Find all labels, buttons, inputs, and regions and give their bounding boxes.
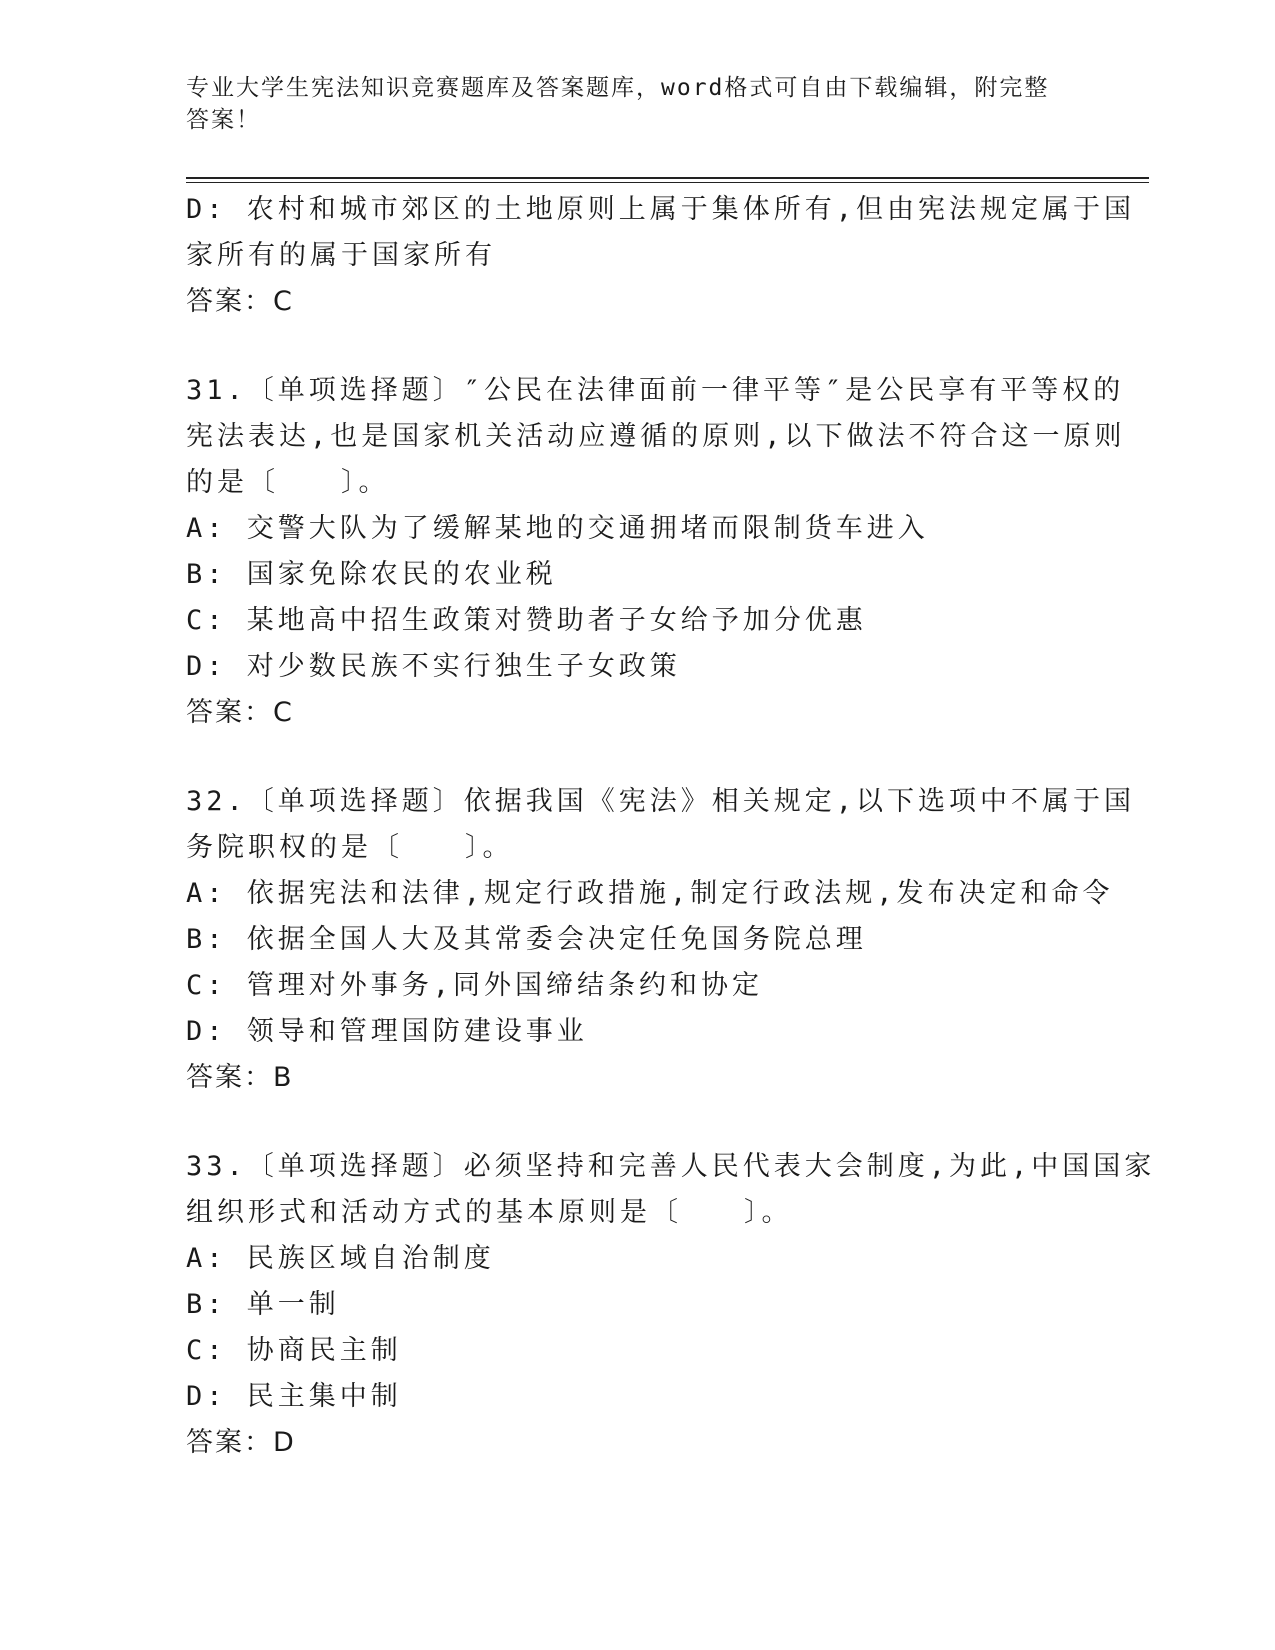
option-d: D: 领导和管理国防建设事业 xyxy=(186,1016,588,1047)
option-a: A: 依据宪法和法律,规定行政措施,制定行政法规,发布决定和命令 xyxy=(186,878,1114,909)
question-block-prev xyxy=(186,187,1136,325)
option-d: D: 对少数民族不实行独生子女政策 xyxy=(186,651,681,682)
option-d-line2: 家所有的属于国家所有 xyxy=(186,240,496,271)
question-stem-line2: 组织形式和活动方式的基本原则是〔 〕。 xyxy=(186,1197,793,1228)
document-header: 专业大学生宪法知识竞赛题库及答案题库，word格式可自由下载编辑，附完整答案！ xyxy=(186,75,1050,133)
question-stem-line1: 33.〔单项选择题〕必须坚持和完善人民代表大会制度,为此,中国国家 xyxy=(186,1151,1156,1182)
question-block-31 xyxy=(186,368,1126,736)
header-divider-thin xyxy=(186,182,1149,183)
answer-line: 答案：B xyxy=(186,1062,294,1093)
question-block-32 xyxy=(186,779,1136,1101)
question-stem-line1: 32.〔单项选择题〕依据我国《宪法》相关规定,以下选项中不属于国 xyxy=(186,786,1136,817)
answer-line: 答案：C xyxy=(186,286,294,317)
header-divider-thick xyxy=(186,177,1149,179)
answer-line: 答案：C xyxy=(186,697,294,728)
option-a: A: 交警大队为了缓解某地的交通拥堵而限制货车进入 xyxy=(186,513,929,544)
option-a: A: 民族区域自治制度 xyxy=(186,1243,495,1274)
option-b: B: 国家免除农民的农业税 xyxy=(186,559,557,590)
answer-line: 答案：D xyxy=(186,1427,296,1458)
option-c: C: 某地高中招生政策对赞助者子女给予加分优惠 xyxy=(186,605,867,636)
option-c: C: 管理对外事务,同外国缔结条约和协定 xyxy=(186,970,764,1001)
option-d: D: 民主集中制 xyxy=(186,1381,402,1412)
option-c: C: 协商民主制 xyxy=(186,1335,402,1366)
question-block-33 xyxy=(186,1144,1156,1466)
question-stem-line3: 的是〔 〕。 xyxy=(186,467,390,498)
question-stem-line2: 宪法表达,也是国家机关活动应遵循的原则,以下做法不符合这一原则 xyxy=(186,421,1126,452)
option-b: B: 依据全国人大及其常委会决定任免国务院总理 xyxy=(186,924,867,955)
question-content xyxy=(186,187,1156,1466)
option-b: B: 单一制 xyxy=(186,1289,340,1320)
question-stem-line2: 务院职权的是〔 〕。 xyxy=(186,832,514,863)
question-stem-line1: 31.〔单项选择题〕″公民在法律面前一律平等″是公民享有平等权的 xyxy=(186,375,1125,406)
option-d-line1: D: 农村和城市郊区的土地原则上属于集体所有,但由宪法规定属于国 xyxy=(186,194,1136,225)
